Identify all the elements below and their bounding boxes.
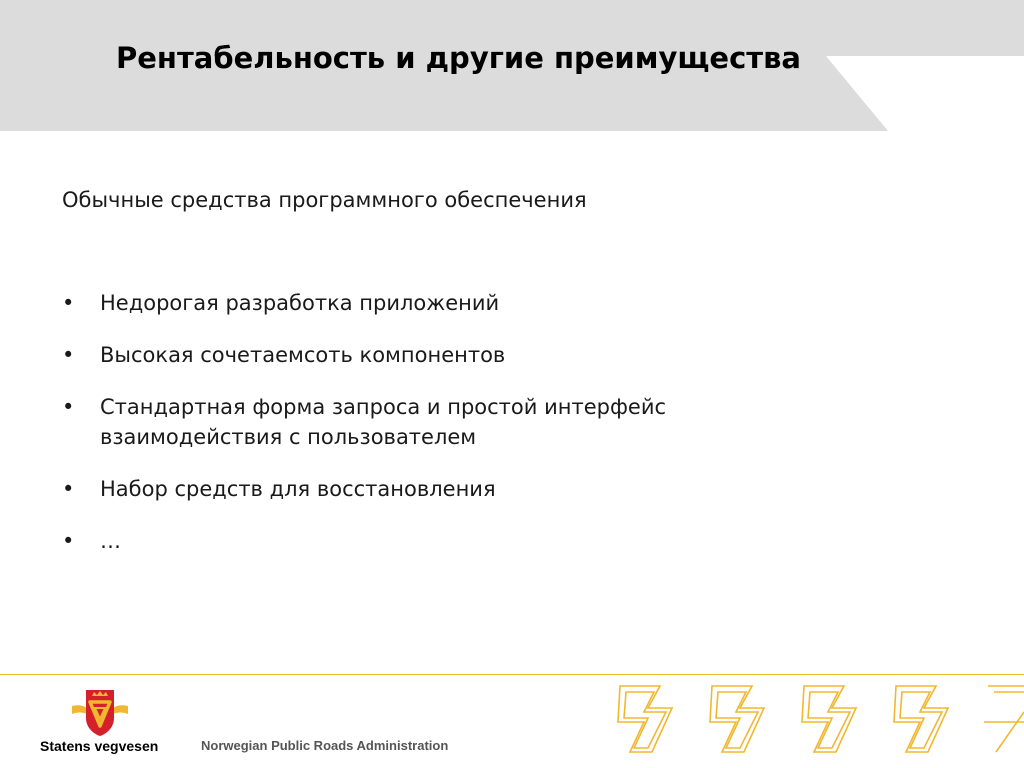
logo-text: Statens vegvesen xyxy=(40,738,159,754)
slide-subtitle: Обычные средства программного обеспечения xyxy=(62,188,587,212)
bullet-text: Недорогая разработка приложений xyxy=(100,291,500,315)
bullet-item xyxy=(62,474,862,504)
bullet-icon: • xyxy=(62,395,75,419)
bullet-icon: • xyxy=(62,477,75,501)
bullet-text: Высокая сочетаемсоть компонентов xyxy=(100,343,506,367)
bullet-item xyxy=(62,340,862,370)
bullet-item xyxy=(62,288,862,318)
bullet-icon: • xyxy=(62,529,75,553)
page-title: Рентабельность и другие преимущества xyxy=(116,41,801,75)
bullet-icon: • xyxy=(62,343,75,367)
bullet-text: Набор средств для восстановления xyxy=(100,477,496,501)
bullet-text: Стандартная форма запроса и простой интерфейс взаимодействия с пользователем xyxy=(100,395,667,449)
bullet-list xyxy=(62,288,862,578)
bullet-item xyxy=(62,526,862,556)
bullet-item xyxy=(62,392,780,452)
road-pattern-icon xyxy=(600,672,1024,768)
bullet-icon: • xyxy=(62,291,75,315)
bullet-text: … xyxy=(100,529,121,553)
statens-vegvesen-logo-icon xyxy=(70,688,130,738)
organization-name: Norwegian Public Roads Administration xyxy=(201,738,449,753)
